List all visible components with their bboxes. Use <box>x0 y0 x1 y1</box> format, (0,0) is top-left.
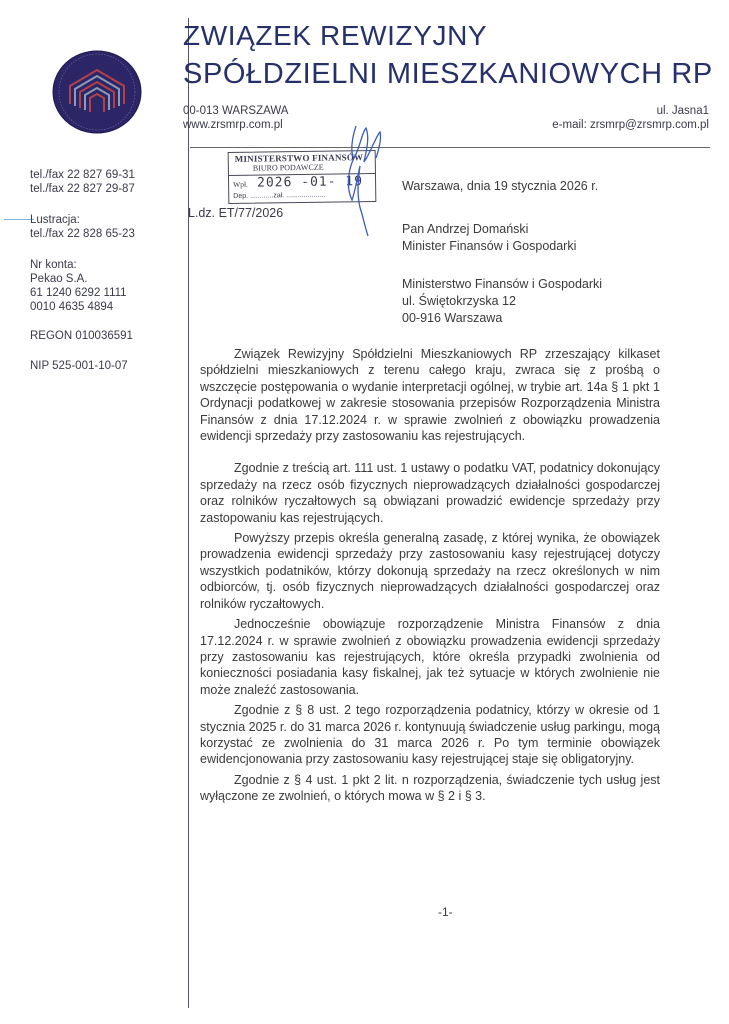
phone-1: tel./fax 22 827 69-31 <box>30 169 135 181</box>
account-number-2: 0010 4635 4894 <box>30 301 114 313</box>
handwritten-signature <box>336 118 396 238</box>
bank-name: Pekao S.A. <box>30 273 88 285</box>
nip-number: NIP 525-001-10-07 <box>30 360 128 372</box>
letterhead-address-right <box>552 104 709 132</box>
street-address: ul. Jasna1 <box>656 105 709 117</box>
recipient-name: Pan Andrzej Domański <box>402 222 529 236</box>
stamp-date: 2026 -01- 19 <box>256 174 364 191</box>
letterhead-title-line2: SPÓŁDZIELNI MIESZKANIOWYCH RP <box>183 58 713 90</box>
account-label: Nr konta: <box>30 259 77 271</box>
page-number: -1- <box>438 905 453 919</box>
sidebar-lustracja <box>30 213 135 241</box>
sidebar-account <box>30 258 127 314</box>
recipient-institution: Ministerstwo Finansów i Gospodarki <box>402 277 603 291</box>
recipient-street: ul. Świętokrzyska 12 <box>402 294 516 308</box>
stamp-ministry: MINISTERSTWO FINANSÓW <box>234 152 364 164</box>
address-city: 00-013 WARSZAWA <box>183 105 289 117</box>
website-link[interactable]: www.zrsmrp.com.pl <box>183 119 283 131</box>
lustracja-phone: tel./fax 22 828 65-23 <box>30 228 135 240</box>
stamp-dep-label: Dep. ............zał. .................... <box>233 191 326 200</box>
letter-body <box>200 346 660 805</box>
header-divider <box>190 147 710 148</box>
body-paragraph: Zgodnie z treścią art. 111 ust. 1 ustawy o podatku VAT, podatnicy dokonujący sprzedaży na rzecz osób fizycznych nieprowadzących działalności gospodarczej oraz rolników ryczałtowych są obwiązani prowadzić ewidencje sprzedaży przy zastopowaniu kas rejestrujących. <box>200 461 660 525</box>
body-paragraph: Zgodnie z § 4 ust. 1 pkt 2 lit. n rozporządzenia, świadczenie tych usług jest wyłączone ze zwolnień, o których mowa w § 2 i § 3. <box>200 772 660 804</box>
body-paragraph: Związek Rewizyjny Spółdzielni Mieszkaniowych RP zrzeszający kilkaset spółdzielni mieszkaniowych z terenu całego kraju, zwraca się z prośbą o wszczęcie postępowania o wydanie interpretacji ogólnej, w trybie art. 14a § 1 pkt 1 Ordynacji podatkowej w zakresie stosowania przepisów Rozporządzenia Ministra Finansów z dnia 17.12.2024 r. w sprawie zwolnień z obowiązku prowadzenia ewidencji sprzedaży przy zastosowaniu kas rejestrujących. <box>200 347 660 444</box>
recipient-title: Minister Finansów i Gospodarki <box>402 239 577 253</box>
stamp-wpl-label: Wpł. <box>233 179 248 189</box>
vertical-divider <box>188 18 189 1008</box>
account-number-1: 61 1240 6292 1111 <box>30 287 127 299</box>
recipient-person <box>402 221 576 255</box>
letter-date: Warszawa, dnia 19 stycznia 2026 r. <box>402 179 599 193</box>
body-paragraph: Zgodnie z § 8 ust. 2 tego rozporządzenia podatnicy, którzy w okresie od 1 stycznia 2025 r. do 31 marca 2026 r. kontynuują świadczenie usług parkingu, mogą korzystać ze zwolnienia do 31 marca 2026 r. Po tym terminie obowiązek ewidencjonowania przy zastosowaniu kasy rejestrującej staje się obligatoryjny. <box>200 703 660 767</box>
organization-logo <box>52 50 142 134</box>
stamp-office: BIURO PODAWCZE <box>252 162 324 173</box>
email-link[interactable]: e-mail: zrsmrp@zrsmrp.com.pl <box>552 119 709 131</box>
letterhead-address-left <box>183 104 288 132</box>
recipient-address <box>402 276 602 327</box>
lustracja-label: Lustracja: <box>30 214 80 226</box>
regon-number: REGON 010036591 <box>30 330 133 342</box>
letterhead-title-line1: ZWIĄZEK REWIZYJNY <box>183 20 488 51</box>
reference-number: L.dz. ET/77/2026 <box>188 206 284 220</box>
sidebar-phones <box>30 168 135 196</box>
phone-2: tel./fax 22 827 29-87 <box>30 183 135 195</box>
body-paragraph: Jednocześnie obowiązuje rozporządzenie Ministra Finansów z dnia 17.12.2024 r. w sprawie zwolnień z obowiązku prowadzenia ewidencji sprzedaży przy zastosowaniu kas rejestrujących, które określa przypadki zwolnienia od konieczności posiadania kasy fiskalnej, jak też sytuacje w których zwolnienie nie może znaleźć zastosowania. <box>200 617 660 697</box>
body-paragraph: Powyższy przepis określa generalną zasadę, z której wynika, że obowiązek prowadzenia ewidencji sprzedaży przy zastosowaniu kasy rejestrującej dotyczy wszystkich podatników, którzy dokonują sprzedaży na rzecz określonych w nim odbiorców, tj. osób fizycznych nieprowadzących działalności gospodarczej oraz rolników ryczałtowych. <box>200 531 660 611</box>
recipient-city: 00-916 Warszawa <box>402 311 503 325</box>
